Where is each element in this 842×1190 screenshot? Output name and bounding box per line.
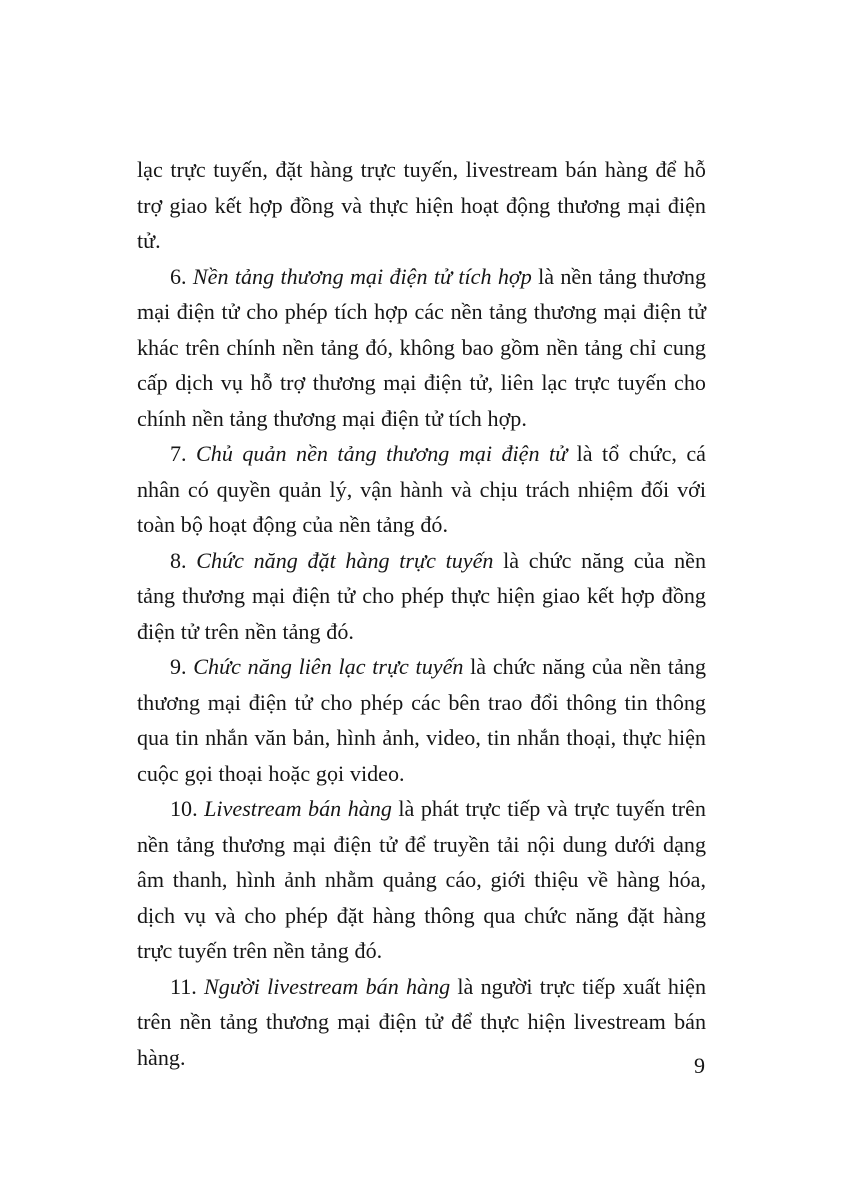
paragraph-text: là tổ chức, cá nhân có quyền quản lý, vận hành và chịu trách nhiệm đối với toàn bộ hoạt động của nền tảng đó. [137, 441, 707, 537]
paragraph-text: là nền tảng thương mại điện tử cho phép tích hợp các nền tảng thương mại điện tử khác trên chính nền tảng đó, không bao gồm nền tảng chỉ cung cấp dịch vụ hỗ trợ thương mại điện tử, liên lạc trực tuyến cho chính nền tảng thương mại điện tử tích hợp. [137, 263, 707, 431]
paragraph-item-6 [137, 259, 706, 437]
defined-term: Nền tảng thương mại điện tử tích hợp [192, 263, 532, 289]
item-number: 9. [170, 654, 194, 679]
defined-term: Chức năng đặt hàng trực tuyến [196, 547, 494, 573]
paragraph-text: là người trực tiếp xuất hiện trên nền tảng thương mại điện tử để thực hiện livestream bán hàng. [137, 973, 707, 1070]
paragraph-item-10 [137, 791, 706, 969]
paragraph-item-8 [137, 543, 706, 650]
paragraph-text: là chức năng của nền tảng thương mại điện tử cho phép các bên trao đổi thông tin thông qua tin nhắn văn bản, hình ảnh, video, tin nhắn thoại, thực hiện cuộc gọi thoại hoặc gọi video. [137, 654, 706, 786]
paragraph-item-7 [137, 436, 706, 543]
paragraph-text: là chức năng của nền tảng thương mại điện tử cho phép thực hiện giao kết hợp đồng điện tử trên nền tảng đó. [137, 547, 706, 644]
item-number: 10. [170, 796, 205, 821]
defined-term: Người livestream bán hàng [204, 973, 451, 999]
paragraph-text: lạc trực tuyến, đặt hàng trực tuyến, livestream bán hàng để hỗ trợ giao kết hợp đồng và thực hiện hoạt động thương mại điện tử. [137, 157, 706, 253]
page-number: 9 [693, 1053, 705, 1078]
defined-term: Livestream bán hàng [204, 796, 392, 821]
paragraph-item-9 [137, 649, 706, 791]
item-number: 6. [170, 263, 193, 289]
paragraph-continuation [137, 152, 706, 259]
item-number: 8. [170, 547, 197, 573]
item-number: 11. [170, 973, 205, 999]
body-text-block [137, 152, 706, 1075]
paragraph-text: là phát trực tiếp và trực tuyến trên nền tảng thương mại điện tử để truyền tải nội dung dưới dạng âm thanh, hình ảnh nhằm quảng cáo, giới thiệu về hàng hóa, dịch vụ và cho phép đặt hàng thông qua chức năng đặt hàng trực tuyến trên nền tảng đó. [137, 796, 706, 963]
item-number: 7. [170, 441, 197, 466]
defined-term: Chức năng liên lạc trực tuyến [193, 654, 464, 679]
defined-term: Chủ quản nền tảng thương mại điện tử [196, 441, 568, 466]
